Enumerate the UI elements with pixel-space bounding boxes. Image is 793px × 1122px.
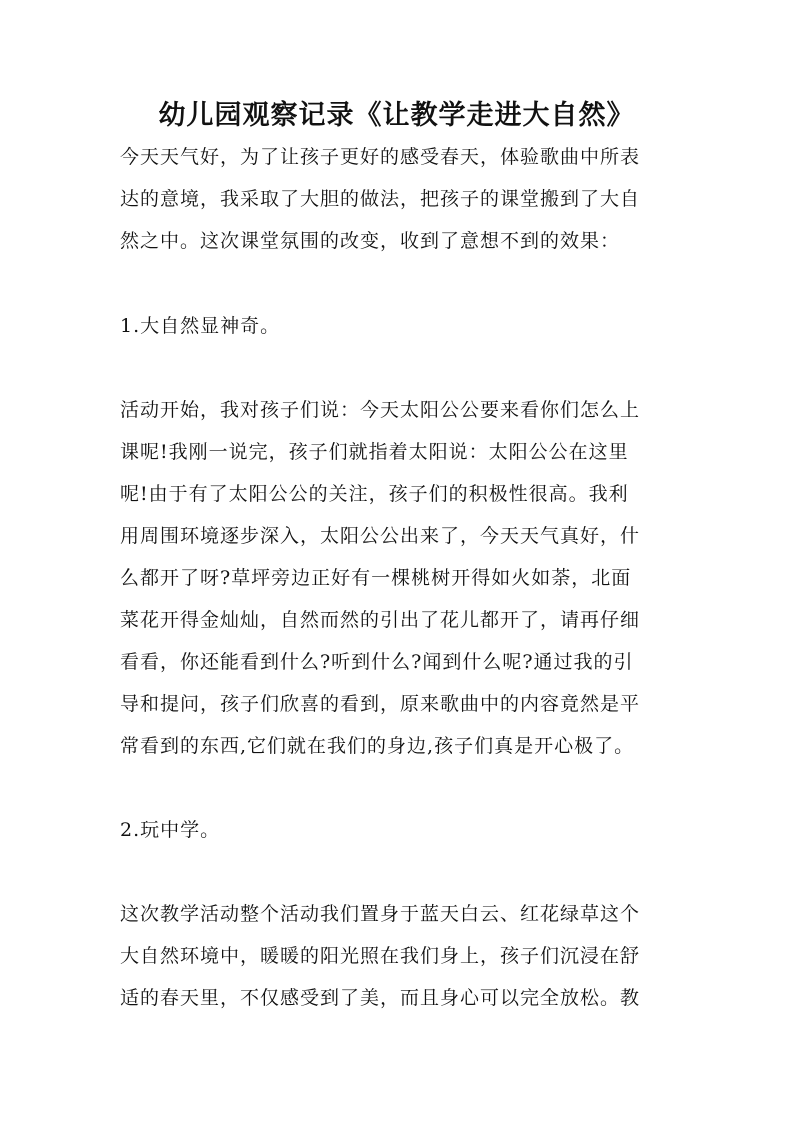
section-heading: 2.玩中学。 [120,819,221,841]
paragraph-line: 用周围环境逐步深入，太阳公公出来了，今天天气真好，什 [120,525,641,547]
paragraph-line: 活动开始，我对孩子们说：今天太阳公公要来看你们怎么上 [120,399,641,421]
paragraph-line: 菜花开得金灿灿，自然而然的引出了花儿都开了，请再仔细 [120,609,641,631]
paragraph-line: 导和提问，孩子们欣喜的看到，原来歌曲中的内容竟然是平 [120,693,641,715]
section-heading: 1.大自然显神奇。 [120,315,281,337]
paragraph-line: 看看，你还能看到什么?听到什么?闻到什么呢?通过我的引 [120,651,634,673]
paragraph-line: 呢!由于有了太阳公公的关注，孩子们的积极性很高。我利 [120,483,629,505]
document-title: 幼儿园观察记录《让教学走进大自然》 [158,100,635,131]
paragraph-line: 这次教学活动整个活动我们置身于蓝天白云、红花绿草这个 [120,903,641,925]
paragraph-line: 大自然环境中，暖暖的阳光照在我们身上，孩子们沉浸在舒 [120,945,641,967]
intro-line: 达的意境，我采取了大胆的做法，把孩子的课堂搬到了大自 [120,188,641,210]
intro-line: 今天天气好，为了让孩子更好的感受春天，体验歌曲中所表 [120,146,641,168]
paragraph-line: 常看到的东西,它们就在我们的身边,孩子们真是开心极了。 [120,735,635,757]
intro-line: 然之中。这次课堂氛围的改变，收到了意想不到的效果： [120,230,621,252]
paragraph-line: 课呢!我刚一说完，孩子们就指着太阳说：太阳公公在这里 [120,441,629,463]
paragraph-line: 适的春天里，不仅感受到了美，而且身心可以完全放松。教 [120,987,641,1009]
paragraph-line: 么都开了呀?草坪旁边正好有一棵桃树开得如火如荼，北面 [120,567,632,589]
